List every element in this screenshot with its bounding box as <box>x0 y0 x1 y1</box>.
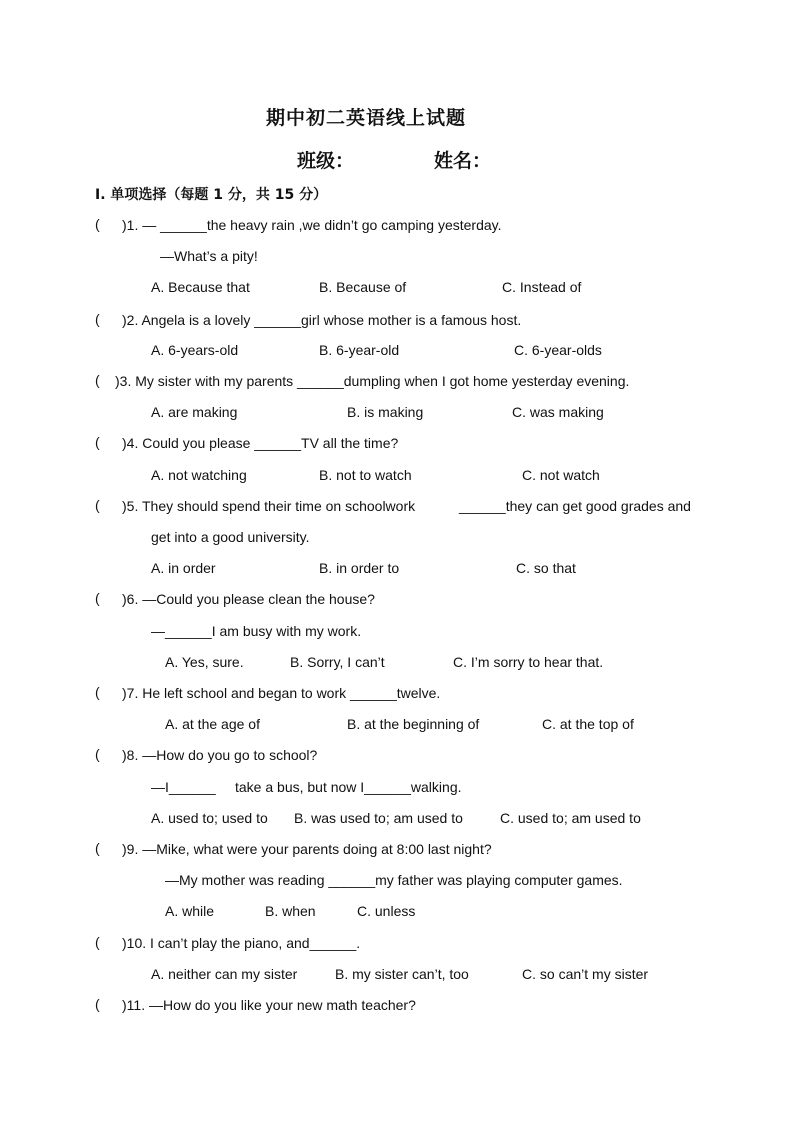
class-label: 班级： <box>297 150 355 172</box>
answer-paren: ( <box>95 684 100 700</box>
option-b: B. at the beginning of <box>347 716 480 732</box>
question-stem: )11. —How do you like your new math teacher? <box>122 997 416 1013</box>
option-c: C. not watch <box>522 467 600 483</box>
option-a: A. Yes, sure. <box>165 654 244 670</box>
question-reply: —I______ <box>151 779 216 795</box>
option-c: C. Instead of <box>502 279 582 295</box>
option-a: A. while <box>165 903 215 919</box>
question-stem: )1. — ______the heavy rain ,we didn’t go camping yesterday. <box>122 217 502 233</box>
option-c: C. so can’t my sister <box>522 966 649 982</box>
option-c: C. 6-year-olds <box>514 342 602 358</box>
option-c: C. unless <box>357 903 416 919</box>
option-a: A. Because that <box>151 279 250 295</box>
option-a: A. are making <box>151 404 238 420</box>
option-a: A. not watching <box>151 467 247 483</box>
question-stem-tail: ______they can get good grades and <box>459 498 691 514</box>
question-stem: )9. —Mike, what were your parents doing at 8:00 last night? <box>122 841 492 857</box>
option-b: B. not to watch <box>319 467 412 483</box>
answer-paren: ( <box>95 746 100 762</box>
question-reply: —______I am busy with my work. <box>151 623 362 639</box>
option-b: B. 6-year-old <box>319 342 400 358</box>
question-stem: )7. He left school and began to work ______twelve. <box>122 685 441 701</box>
option-b: B. Because of <box>319 279 407 295</box>
option-a: A. used to; used to <box>151 810 268 826</box>
option-c: C. so that <box>516 560 576 576</box>
answer-paren: ( <box>95 934 100 950</box>
question-stem: )8. —How do you go to school? <box>122 747 318 763</box>
option-c: C. was making <box>512 404 604 420</box>
option-a: A. in order <box>151 560 216 576</box>
option-c: C. at the top of <box>542 716 634 732</box>
option-a: A. at the age of <box>165 716 260 732</box>
answer-paren: ( <box>95 840 100 856</box>
question-stem: )2. Angela is a lovely ______girl whose mother is a famous host. <box>122 312 522 328</box>
question-stem: )6. —Could you please clean the house? <box>122 591 375 607</box>
answer-paren: ( <box>95 434 100 450</box>
option-b: B. my sister can’t, too <box>335 966 469 982</box>
question-stem: )10. I can’t play the piano, and______. <box>122 935 361 951</box>
name-label: 姓名： <box>434 150 492 172</box>
question-stem: )3. My sister with my parents ______dumpling when I got home yesterday evening. <box>115 373 630 389</box>
answer-paren: ( <box>95 996 100 1012</box>
answer-paren: ( <box>95 497 100 513</box>
option-b: B. is making <box>347 404 424 420</box>
question-reply-tail: take a bus, but now I______walking. <box>235 779 462 795</box>
option-a: A. neither can my sister <box>151 966 298 982</box>
answer-paren: ( <box>95 216 100 232</box>
answer-paren: ( <box>95 311 100 327</box>
question-reply: —My mother was reading ______my father was playing computer games. <box>165 872 623 888</box>
option-c: C. I’m sorry to hear that. <box>453 654 604 670</box>
question-reply: —What’s a pity! <box>160 248 258 264</box>
question-continuation: get into a good university. <box>151 529 310 545</box>
question-stem: )4. Could you please ______TV all the time? <box>122 435 399 451</box>
answer-paren: ( <box>95 372 100 388</box>
option-a: A. 6-years-old <box>151 342 239 358</box>
option-b: B. when <box>265 903 316 919</box>
option-b: B. in order to <box>319 560 400 576</box>
page-title: 期中初二英语线上试题 <box>266 107 467 129</box>
option-c: C. used to; am used to <box>500 810 641 826</box>
answer-paren: ( <box>95 590 100 606</box>
question-stem: )5. They should spend their time on schoolwork <box>122 498 416 514</box>
option-b: B. was used to; am used to <box>294 810 463 826</box>
section-heading: Ⅰ. 单项选择（每题 1 分，共 15 分） <box>95 187 328 203</box>
option-b: B. Sorry, I can’t <box>290 654 385 670</box>
